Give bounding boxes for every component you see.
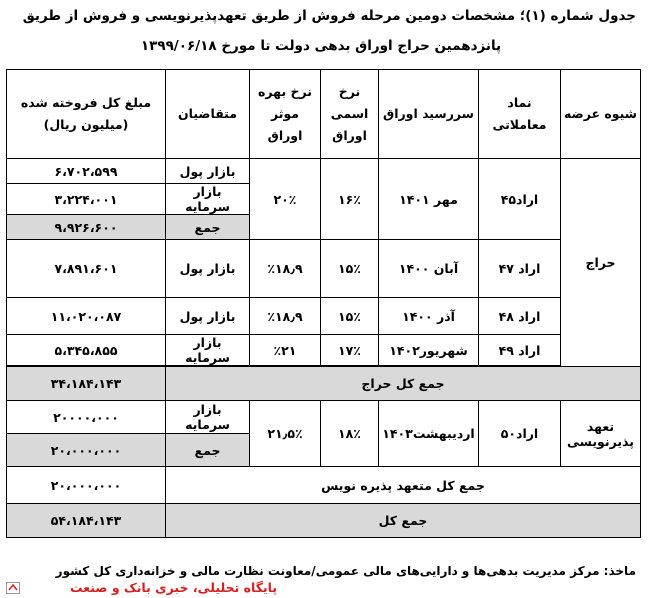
nominal-rate-cell: ۱۶٪	[321, 159, 379, 240]
effective-rate-cell: ٪۱۸٫۹	[250, 240, 321, 298]
applicant-cell: بازار سرمایه	[166, 184, 250, 215]
header-effective-rate: نرخ بهره موثر اوراق	[250, 70, 321, 159]
auction-total-label: جمع کل حراج	[166, 367, 641, 401]
effective-rate-cell: ۲۱٫۵٪	[250, 401, 321, 467]
amount-cell: ۳،۲۲۴،۰۰۱	[7, 184, 166, 215]
effective-rate-cell: ٪۱۸٫۹	[250, 298, 321, 335]
symbol-cell: اراد۴۵	[479, 159, 561, 240]
method-auction: حراج	[561, 159, 641, 367]
grand-total-row	[7, 504, 641, 538]
table-row	[7, 335, 641, 366]
effective-rate-cell: ٪۲۱	[250, 335, 321, 366]
maturity-cell: آذر ۱۴۰۰	[379, 298, 479, 335]
symbol-cell: اراد ۴۹	[479, 335, 561, 366]
nominal-rate-cell: ۱۷٪	[321, 335, 379, 366]
sum-amount: ۹،۹۲۶،۶۰۰	[7, 215, 166, 240]
table-row	[7, 298, 641, 335]
auction-total-amount: ۳۴،۱۸۴،۱۴۳	[7, 367, 166, 401]
effective-rate-cell: ۲۰٪	[250, 159, 321, 240]
grand-total-amount: ۵۴،۱۸۴،۱۴۳	[7, 504, 166, 538]
header-applicants: متقاضیان	[166, 70, 250, 159]
applicant-cell: بازار سرمایه	[166, 401, 250, 434]
maturity-cell: شهریور۱۴۰۲	[379, 335, 479, 366]
sum-label: جمع	[166, 434, 250, 467]
sum-label: جمع	[166, 215, 250, 240]
amount-cell: ۷،۸۹۱،۶۰۱	[7, 240, 166, 298]
header-method: شیوه عرضه	[561, 70, 641, 159]
maturity-cell: اردیبهشت۱۴۰۳	[379, 401, 479, 467]
table-title-line2: پانزدهمین حراج اوراق بدهی دولت تا مورخ ۱۳۹۹/۰۶/۱۸	[140, 38, 502, 54]
amount-cell: ۱۱،۰۲۰،۰۸۷	[7, 298, 166, 335]
source-note: ماخذ: مرکز مدیریت بدهی‌ها و دارایی‌های مالی عمومی/معاونت نظارت مالی و خزانه‌داری کل کشور	[55, 564, 636, 578]
header-nominal-rate: نرخ اسمی اوراق	[321, 70, 379, 159]
grand-total-label: جمع کل	[166, 504, 641, 538]
underwriting-total-row	[7, 467, 641, 504]
table-row	[7, 159, 641, 184]
underwriting-total-amount: ۲۰،۰۰۰،۰۰۰	[7, 467, 166, 504]
amount-cell: ۵،۳۴۵،۸۵۵	[7, 335, 166, 366]
maturity-cell: مهر ۱۴۰۱	[379, 159, 479, 240]
header-symbol: نماد معاملاتی	[479, 70, 561, 159]
bonds-table	[6, 69, 641, 538]
amount-cell: ۶،۷۰۲،۵۹۹	[7, 159, 166, 184]
sum-amount: ۲۰،۰۰۰،۰۰۰	[7, 434, 166, 467]
table-row	[7, 401, 641, 434]
header-amount: مبلغ کل فروخته شده (میلیون ریال)	[7, 70, 166, 159]
auction-total-row	[7, 367, 641, 401]
brand-caption: پایگاه تحلیلی، خبری بانک و صنعت	[70, 580, 278, 595]
table-row	[7, 240, 641, 298]
nominal-rate-cell: ۱۸٪	[321, 401, 379, 467]
nominal-rate-cell: ۱۵٪	[321, 240, 379, 298]
method-underwriting: تعهد پذیرنویسی	[561, 401, 641, 467]
table-title-line1: جدول شماره (۱)؛ مشخصات دومین مرحله فروش از طریق تعهدپذیرنویسی و فروش از طریق	[22, 8, 636, 24]
applicant-cell: بازار سرمایه	[166, 335, 250, 366]
applicant-cell: بازار پول	[166, 298, 250, 335]
symbol-cell: اراد ۴۷	[479, 240, 561, 298]
applicant-cell: بازار پول	[166, 159, 250, 184]
symbol-cell: اراد ۴۸	[479, 298, 561, 335]
header-maturity: سررسید اوراق	[379, 70, 479, 159]
nominal-rate-cell: ۱۵٪	[321, 298, 379, 335]
applicant-cell: بازار پول	[166, 240, 250, 298]
header-row	[7, 70, 641, 159]
maturity-cell: آبان ۱۴۰۰	[379, 240, 479, 298]
brand-logo-icon	[6, 582, 20, 594]
underwriting-total-label: جمع کل متعهد پذیره نویس	[166, 467, 641, 504]
amount-cell: ۲۰۰۰۰،۰۰۰	[7, 401, 166, 434]
symbol-cell: اراد۵۰	[479, 401, 561, 467]
